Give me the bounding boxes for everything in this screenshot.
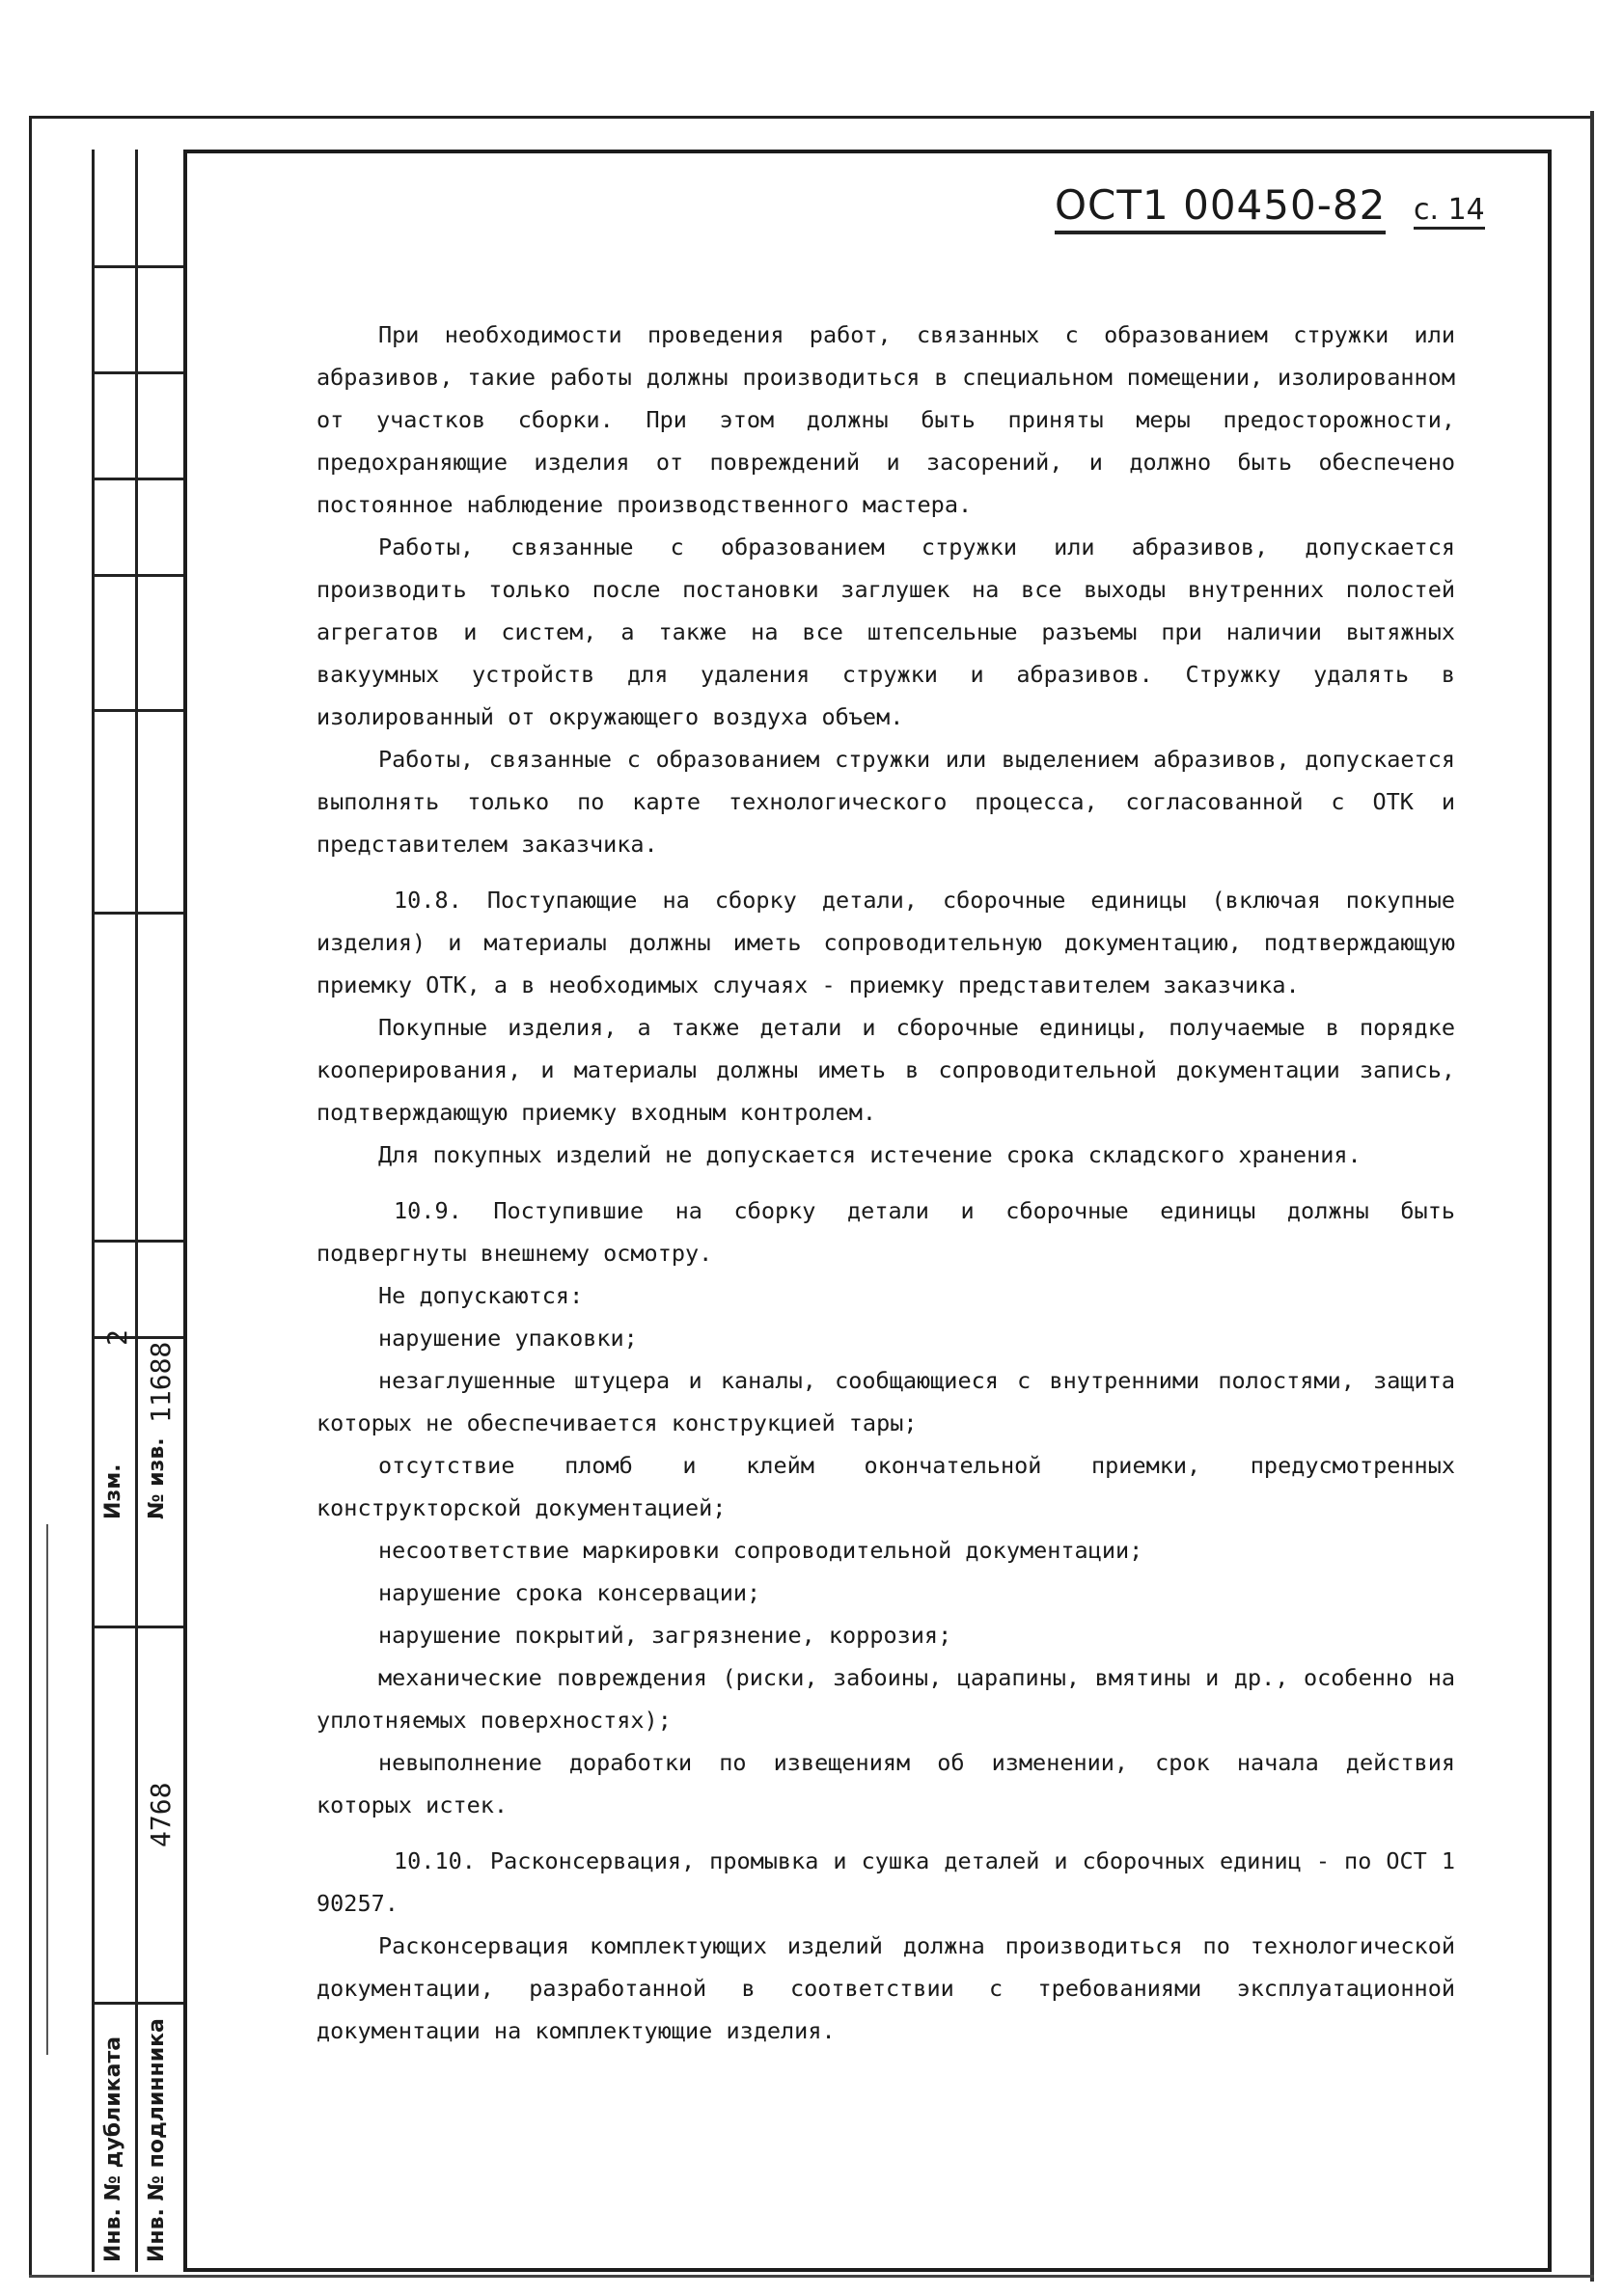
list-item: несоответствие маркировки сопроводительной документации;: [378, 1537, 1143, 1564]
list-item: нарушение срока консервации;: [378, 1579, 761, 1606]
document-code: ОСТ1 00450-82: [1055, 181, 1386, 234]
original-inv-label: Инв. № подлинника: [145, 2018, 169, 2262]
paragraph: 10.9. Поступившие на сборку детали и сборочные единицы должны быть подвергнуты внешнему осмотру.: [316, 1197, 1455, 1267]
strip-line-outer: [92, 150, 95, 2272]
strip-divider: [92, 265, 183, 268]
strip-divider: [92, 912, 183, 915]
sheet-right-edge: [1590, 111, 1594, 2282]
list-item: незаглушенные штуцера и каналы, сообщающиеся с внутренними полостями, защита которых не обеспечивается конструкцией тары;: [316, 1367, 1455, 1436]
paragraph: При необходимости проведения работ, связанных с образованием стружки или абразивов, такие работы должны производиться в специальном помещении, изолированном от участков сборки. При этом должны быть приняты меры предосторожности, предохраняющие изделия от повреждений и засорений, и должно быть обеспечено постоянное наблюдение производственного мастера.: [316, 321, 1455, 518]
original-inv-value: 4768: [145, 1782, 177, 1847]
paragraph: Не допускаются:: [378, 1282, 584, 1309]
change-value: 2: [101, 1329, 133, 1346]
list-item: невыполнение доработки по извещениям об изменении, срок начала действия которых истек.: [316, 1749, 1455, 1818]
sheet-bottom-edge: [29, 2275, 1594, 2278]
strip-divider: [92, 574, 183, 577]
document-body: [316, 314, 1455, 2052]
strip-divider: [92, 371, 183, 374]
list-item: механические повреждения (риски, забоины, царапины, вмятины и др., особенно на уплотняемых поверхностях);: [316, 1664, 1455, 1734]
strip-divider: [92, 478, 183, 480]
paragraph: Покупные изделия, а также детали и сборочные единицы, получаемые в порядке кооперирования, и материалы должны иметь в сопроводительной документации запись, подтверждающую приемку входным контролем.: [316, 1014, 1455, 1126]
list-item: нарушение упаковки;: [378, 1325, 638, 1352]
strip-divider: [92, 2002, 183, 2005]
paragraph: Работы, связанные с образованием стружки или абразивов, допускается производить только после постановки заглушек на все выходы внутренних полостей агрегатов и систем, а также на все штепсельные разъемы при наличии вытяжных вакуумных устройств для удаления стружки и абразивов. Стружку удалять в изолированный от окружающего воздуха объем.: [316, 533, 1455, 730]
paragraph: Для покупных изделий не допускается истечение срока складского хранения.: [378, 1141, 1362, 1168]
page-number: с. 14: [1414, 193, 1485, 230]
margin-rule: [46, 1524, 48, 2055]
strip-divider: [92, 1240, 183, 1243]
strip-line-middle: [135, 150, 138, 2272]
list-item: нарушение покрытий, загрязнение, коррозия;: [378, 1622, 952, 1649]
side-stamp: [92, 150, 183, 2272]
notice-value: 11688: [145, 1341, 177, 1423]
paragraph: 10.8. Поступающие на сборку детали, сборочные единицы (включая покупные изделия) и материалы должны иметь сопроводительную документацию, подтверждающую приемку ОТК, а в необходимых случаях - приемку представителем заказчика.: [316, 887, 1455, 998]
notice-label: № изв.: [145, 1437, 169, 1519]
strip-divider: [92, 709, 183, 712]
paragraph: Расконсервация комплектующих изделий должна производиться по технологической документации, разработанной в соответствии с требованиями эксплуатационной документации на комплектующие изделия.: [316, 1932, 1455, 2044]
change-label: Изм.: [101, 1463, 125, 1519]
paragraph: 10.10. Расконсервация, промывка и сушка деталей и сборочных единиц - по ОСТ 1 90257.: [316, 1847, 1455, 1917]
duplicate-inv-label: Инв. № дубликата: [101, 2036, 125, 2262]
strip-divider: [92, 1626, 183, 1628]
paragraph: Работы, связанные с образованием стружки или выделением абразивов, допускается выполнять только по карте технологического процесса, согласованной с ОТК и представителем заказчика.: [316, 746, 1455, 858]
list-item: отсутствие пломб и клейм окончательной приемки, предусмотренных конструкторской документацией;: [316, 1452, 1455, 1521]
